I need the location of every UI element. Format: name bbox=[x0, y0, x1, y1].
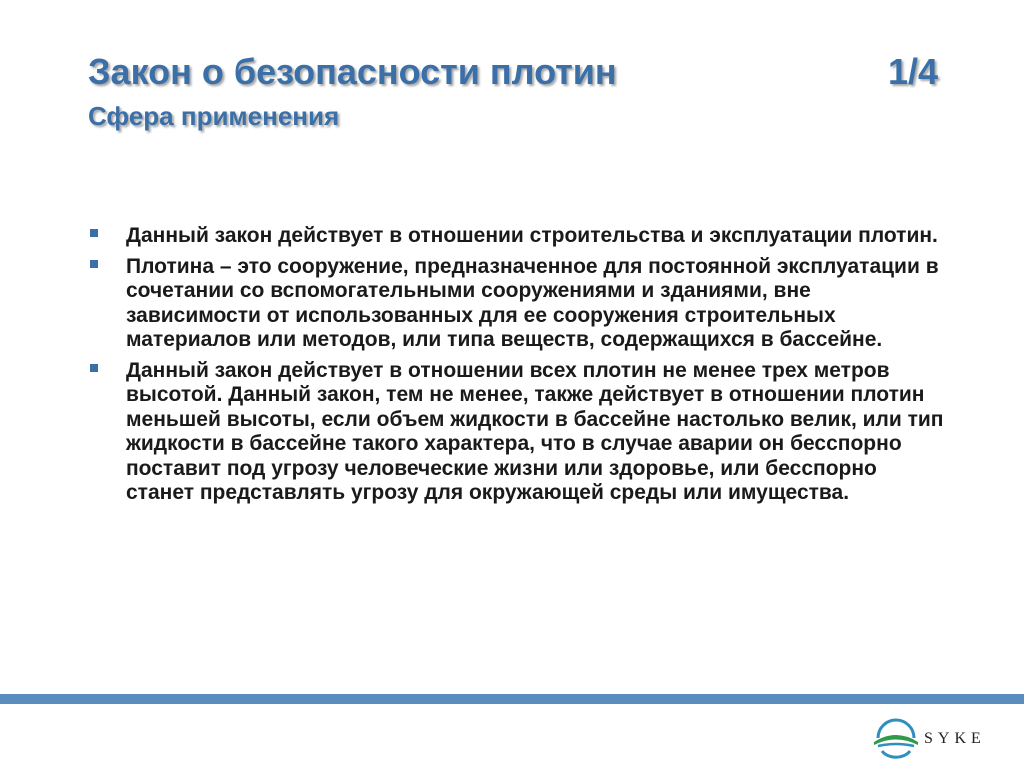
bullet-text: Данный закон действует в отношении строительства и эксплуатации плотин. bbox=[126, 224, 938, 247]
bullet-item bbox=[88, 359, 948, 506]
bullet-item bbox=[88, 224, 948, 249]
page-indicator: 1/4 bbox=[887, 51, 938, 92]
bullet-item bbox=[88, 255, 948, 353]
footer-divider bbox=[0, 694, 1024, 704]
logo-text: SYKE bbox=[924, 730, 986, 747]
square-bullet-icon bbox=[90, 260, 98, 268]
slide-title: Закон о безопасности плотин bbox=[88, 51, 617, 92]
syke-emblem-icon bbox=[872, 718, 920, 760]
slide-title-row bbox=[88, 50, 938, 94]
slide-subtitle: Сфера применения bbox=[88, 101, 340, 131]
square-bullet-icon bbox=[90, 229, 98, 237]
bullet-list bbox=[88, 224, 948, 512]
syke-logo bbox=[872, 718, 1002, 760]
bullet-text: Данный закон действует в отношении всех плотин не менее трех метров высотой. Данный закон, тем не менее, также действует в отношении плотин меньшей высоты, если объем жидкости в бассейне настолько велик, или тип жидкости в бассейне такого характера, что в случае аварии он бесспорно поставит под угрозу человеческие жизни или здоровье, или бесспорно станет представлять угрозу для окружающей среды или имущества. bbox=[126, 358, 944, 504]
bullet-text: Плотина – это сооружение, предназначенное для постоянной эксплуатации в сочетании со вспомогательными сооружениями и зданиями, вне зависимости от использованных для ее сооружения строительных материалов или методов, или типа веществ, содержащихся в бассейне. bbox=[126, 254, 939, 351]
square-bullet-icon bbox=[90, 364, 98, 372]
